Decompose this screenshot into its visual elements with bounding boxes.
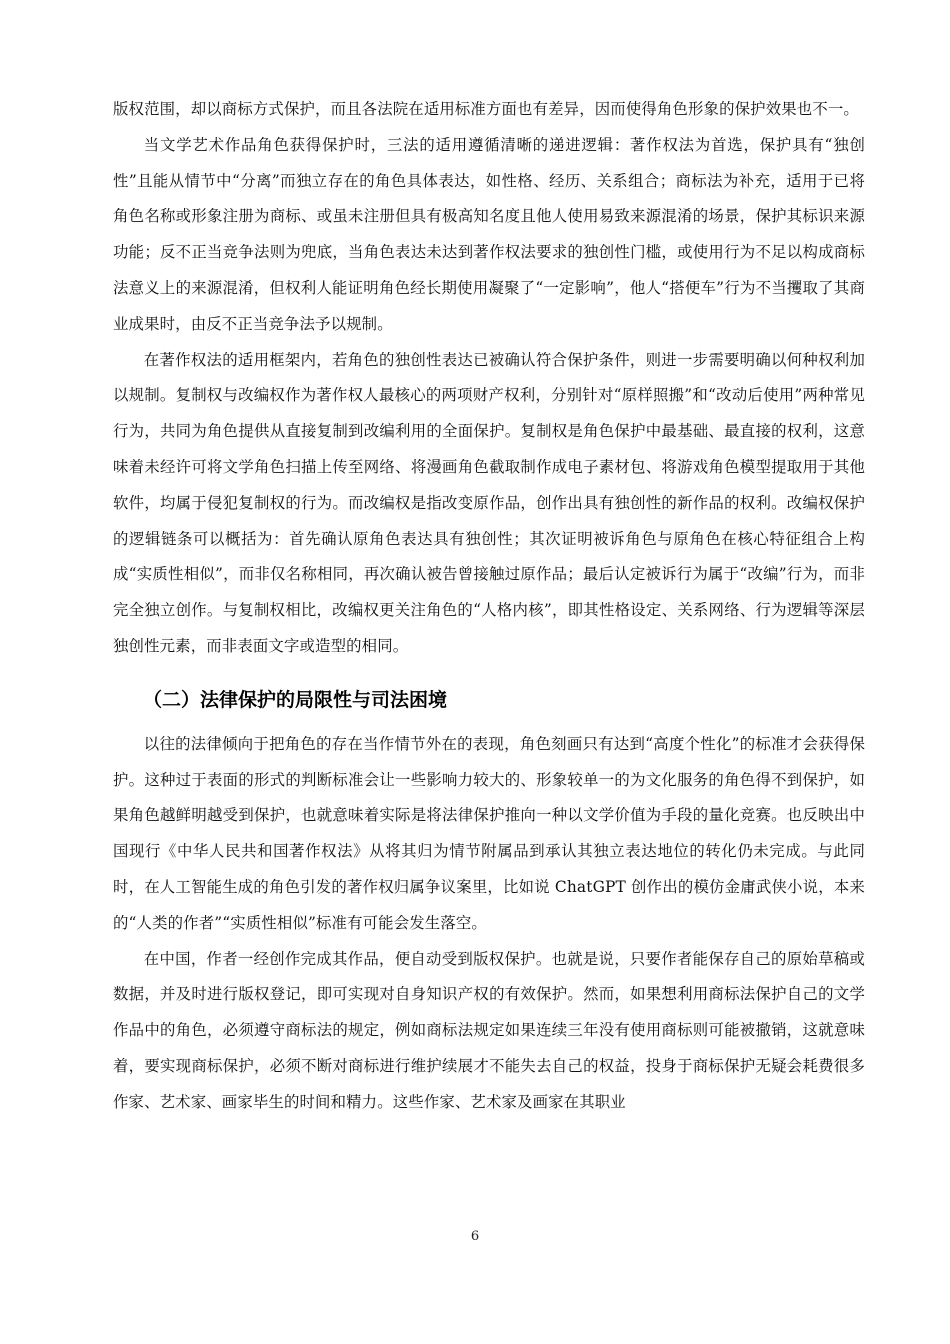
body-paragraph-5: 在中国，作者一经创作完成其作品，便自动受到版权保护。也就是说，只要作者能保存自己的原始草稿或数据，并及时进行版权登记，即可实现对自身知识产权的有效保护。然而，如果想利用商标法保护自己的文学作品中的角色，必须遵守商标法的规定，例如商标法规定如果连续三年没有使用商标则可能被撤销，这就意味着，要实现商标保护，必须不断对商标进行维护续展才不能失去自己的权益，投身于商标保护无疑会耗费很多作家、艺术家、画家毕生的时间和精力。这些作家、艺术家及画家在其职业 [113, 949, 865, 1111]
section-heading: （二）法律保护的局限性与司法困境 [143, 688, 448, 711]
body-paragraph-4: 以往的法律倾向于把角色的存在当作情节外在的表现，角色刻画只有达到“高度个性化”的标准才会获得保护。这种过于表面的形式的判断标准会让一些影响力较大的、形象较单一的为文化服务的角色得不到保护，如果角色越鲜明越受到保护，也就意味着实际是将法律保护推向一种以文学价值为手段的量化竞赛。也反映出中国现行《中华人民共和国著作权法》从将其归为情节附属品到承认其独立表达地位的转化仍未完成。与此同时，在人工智能生成的角色引发的著作权归属争议案里，比如说 ChatGPT 创作出的模仿金庸武侠小说，本来的“人类的作者”“实质性相似”标准有可能会发生落空。 [113, 734, 865, 932]
body-paragraph-3: 在著作权法的适用框架内，若角色的独创性表达已被确认符合保护条件，则进一步需要明确以何种权利加以规制。复制权与改编权作为著作权人最核心的两项财产权利，分别针对“原样照搬”和“改动后使用”两种常见行为，共同为角色提供从直接复制到改编利用的全面保护。复制权是角色保护中最基础、最直接的权利，这意味着未经许可将文学角色扫描上传至网络、将漫画角色截取制作成电子素材包、将游戏角色模型提取用于其他软件，均属于侵犯复制权的行为。而改编权是指改变原作品，创作出具有独创性的新作品的权利。改编权保护的逻辑链条可以概括为：首先确认原角色表达具有独创性；其次证明被诉角色与原角色在核心特征组合上构成“实质性相似”，而非仅名称相同，再次确认被告曾接触过原作品；最后认定被诉行为属于“改编”行为，而非完全独立创作。与复制权相比，改编权更关注角色的“人格内核”，即其性格设定、关系网络、行为逻辑等深层独创性元素，而非表面文字或造型的相同。 [113, 350, 865, 655]
body-paragraph-1: 版权范围，却以商标方式保护，而且各法院在适用标准方面也有差异，因而使得角色形象的保护效果也不一。 [113, 100, 859, 118]
page-number: 6 [470, 1229, 480, 1244]
body-paragraph-2: 当文学艺术作品角色获得保护时，三法的适用遵循清晰的递进逻辑：著作权法为首选，保护具有“独创性”且能从情节中“分离”而独立存在的角色具体表达，如性格、经历、关系组合；商标法为补充，适用于已将角色名称或形象注册为商标、或虽未注册但具有极高知名度且他人使用易致来源混淆的场景，保护其标识来源功能；反不正当竞争法则为兜底，当角色表达未达到著作权法要求的独创性门槛，或使用行为不足以构成商标法意义上的来源混淆，但权利人能证明角色经长期使用凝聚了“一定影响”，他人“搭便车”行为不当攫取了其商业成果时，由反不正当竞争法予以规制。 [113, 135, 865, 333]
document-page [113, 92, 865, 1121]
